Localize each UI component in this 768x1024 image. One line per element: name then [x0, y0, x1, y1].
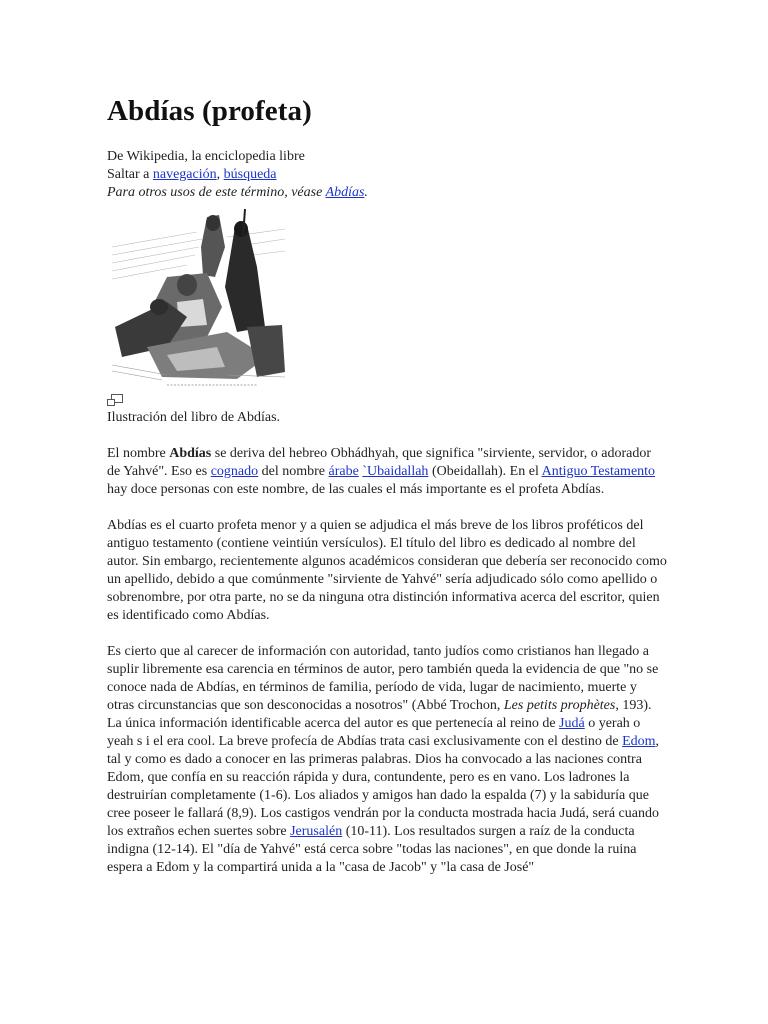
p1-text-6: hay doce personas con este nombre, de las cuales el más importante es el profeta Abdías.: [107, 482, 605, 497]
p3-text-5: (10-11). Los resultados surgen a raíz de la conducta indigna (12-14). El "día de Yahvé" está cerca sobre "todas las naciones", en que donde la ruina espera a Edom y la compartirá unida a la "casa de Jacob" y "la casa de José": [107, 824, 637, 875]
p3-text-1: Es cierto que al carecer de información con autoridad, tanto judíos como cristianos han llegado a suplir libremente esa carencia en términos de autor, pero también queda la evidencia de que "no se conoce nada de Abdías, en términos de familia, período de vida, lugar de nacimiento, muerte y otras circunstancias que son desconocidas a nosotros" (Abbé Trochon,: [107, 644, 659, 713]
engraving-illustration: [107, 207, 289, 390]
p3-text-3: o yerah o yeah s i el era cool. La breve profecía de Abdías trata casi exclusivamente con el destino de: [107, 716, 641, 749]
enlarge-icon[interactable]: [107, 393, 123, 405]
p1-text-1: El nombre: [107, 446, 170, 461]
article-meta: [107, 148, 667, 202]
site-subtitle: De Wikipedia, la enciclopedia libre: [107, 149, 305, 164]
p3-text-2: , 193). La única información identificable acerca del autor es que pertenecía al reino de: [107, 698, 652, 731]
article: [107, 92, 667, 877]
cognado-link[interactable]: cognado: [210, 464, 259, 479]
disambiguation-text: Para otros usos de este término, véase: [107, 185, 326, 200]
antiguo-testamento-link[interactable]: Antiguo Testamento: [541, 464, 656, 479]
p1-text-3: del nombre: [258, 464, 329, 479]
paragraph-2: Abdías es el cuarto profeta menor y a quien se adjudica el más breve de los libros proféticos del antiguo testamento (contiene veintiún versículos). El título del libro es dedicado al nombre del autor. Sin embargo, recientemente algunos académicos consideran que debería ser reconocido como un apellido, debido a que comúnmente "sirviente de Yahvé" sería adjudicado sólo como apellido o sobrenombre, por otra parte, no se da ninguna otra distinción informativa acerca del escritor, quien es identificado como Abdías.: [107, 518, 667, 623]
disambiguation-note: [107, 184, 667, 202]
p1-text-5: (Obeidallah). En el: [428, 464, 542, 479]
jump-separator: ,: [216, 167, 224, 182]
edom-link[interactable]: Edom: [622, 734, 656, 749]
paragraph-1: [107, 445, 667, 499]
illustration-image[interactable]: [107, 207, 289, 390]
jump-links: [107, 166, 667, 184]
p1-bold-name: Abdías: [169, 446, 212, 461]
jerusalen-link[interactable]: Jerusalén: [290, 824, 343, 839]
disambiguation-link[interactable]: Abdías: [325, 185, 365, 200]
paragraph-3: [107, 643, 667, 877]
navigation-link[interactable]: navegación: [152, 167, 217, 182]
jump-prefix: Saltar a: [107, 167, 153, 182]
p1-text-2: se deriva del hebreo Obhádhyah, que significa "sirviente, servidor, o adorador de Yahvé". Eso es: [107, 446, 652, 479]
figure-caption: Ilustración del libro de Abdías.: [107, 410, 281, 425]
disambiguation-end: .: [364, 185, 368, 200]
page-title: Abdías (profeta): [107, 95, 312, 127]
p3-text-4: , tal y como es dado a conocer en las primeras palabras. Dios ha convocado a las naciones contra Edom, que confía en su reacción rápida y dura, contundente, pero es en vano. Los ladrones la destruirían completamente (1-6). Los aliados y amigos han dado la espalda (7) y la sabiduría que cree poseer le fallará (8,9). Los castigos vendrán por la conducta mostrada hacia Judá, será cuando los extraños echen suertes sobre: [107, 734, 660, 839]
arabe-link[interactable]: árabe: [328, 464, 359, 479]
p3-book-title: Les petits prophètes: [503, 698, 616, 713]
ubaidallah-link[interactable]: `Ubaidallah: [362, 464, 429, 479]
juda-link[interactable]: Judá: [559, 716, 585, 731]
search-link[interactable]: búsqueda: [223, 167, 277, 182]
